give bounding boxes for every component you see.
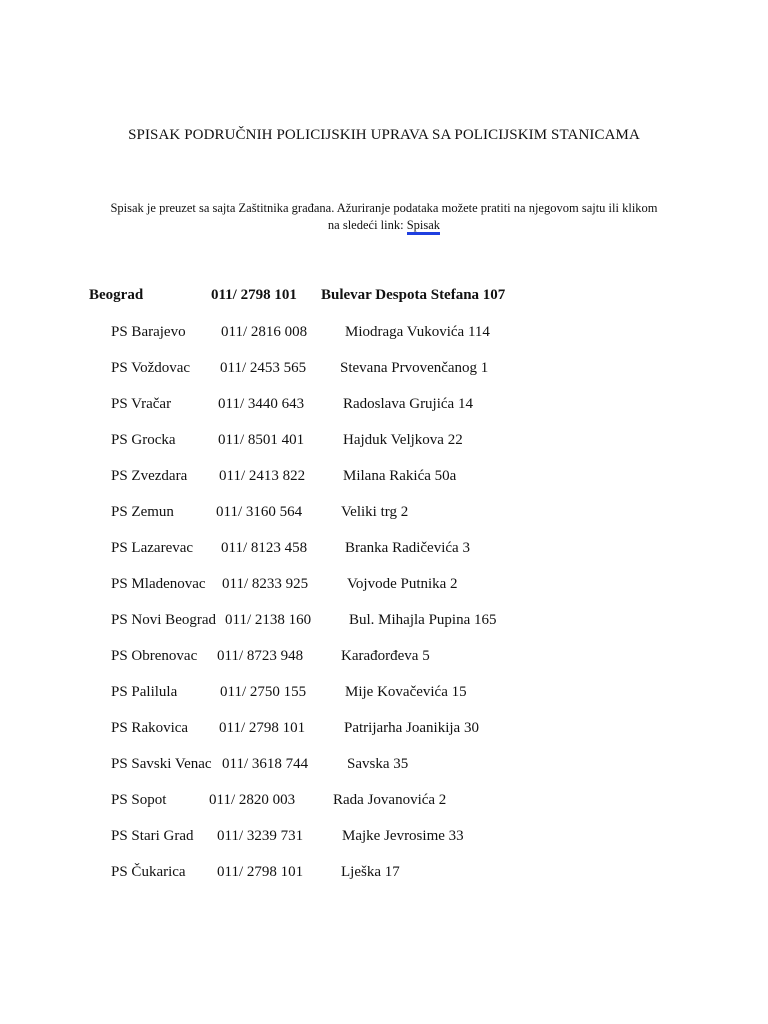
station-row xyxy=(0,540,768,562)
station-name: PS Rakovica xyxy=(111,720,189,736)
station-address: Hajduk Veljkova 22 xyxy=(343,432,463,448)
station-row xyxy=(0,648,768,670)
station-address: Rada Jovanovića 2 xyxy=(333,792,447,808)
station-name: PS Lazarevac xyxy=(111,540,194,556)
station-phone: 011/ 3618 744 xyxy=(222,756,309,772)
station-address: Radoslava Grujića 14 xyxy=(343,396,473,412)
station-name: PS Novi Beograd xyxy=(111,612,216,628)
station-name: PS Zvezdara xyxy=(111,468,188,484)
station-address: Majke Jevrosime 33 xyxy=(342,828,464,844)
headquarters-name: Beograd xyxy=(89,287,144,303)
station-address: Miodraga Vukovića 114 xyxy=(345,324,490,340)
station-address: Mije Kovačevića 15 xyxy=(345,684,467,700)
station-name: PS Barajevo xyxy=(111,324,186,340)
station-row xyxy=(0,504,768,526)
station-name: PS Palilula xyxy=(111,684,178,700)
station-row xyxy=(0,396,768,418)
headquarters-phone: 011/ 2798 101 xyxy=(211,287,297,303)
headquarters-address: Bulevar Despota Stefana 107 xyxy=(321,287,506,303)
station-row xyxy=(0,792,768,814)
station-row xyxy=(0,324,768,346)
spisak-link[interactable]: Spisak xyxy=(407,218,440,235)
station-address: Milana Rakića 50a xyxy=(343,468,457,484)
station-row xyxy=(0,828,768,850)
station-phone: 011/ 2798 101 xyxy=(219,720,306,736)
station-phone: 011/ 2138 160 xyxy=(225,612,312,628)
station-phone: 011/ 2453 565 xyxy=(220,360,307,376)
station-row xyxy=(0,576,768,598)
intro-text: Spisak je preuzet sa sajta Zaštitnika građana. Ažuriranje podataka možete pratiti na njegovom sajtu ili klikom na sledeći link: xyxy=(110,201,658,232)
station-row xyxy=(0,684,768,706)
station-name: PS Stari Grad xyxy=(111,828,194,844)
station-phone: 011/ 2798 101 xyxy=(217,864,304,880)
station-row xyxy=(0,756,768,778)
station-phone: 011/ 3440 643 xyxy=(218,396,305,412)
station-phone: 011/ 2750 155 xyxy=(220,684,307,700)
station-name: PS Zemun xyxy=(111,504,174,520)
station-phone: 011/ 8123 458 xyxy=(221,540,308,556)
station-address: Vojvode Putnika 2 xyxy=(347,576,458,592)
station-address: Patrijarha Joanikija 30 xyxy=(344,720,479,736)
station-address: Branka Radičevića 3 xyxy=(345,540,470,556)
station-phone: 011/ 2816 008 xyxy=(221,324,308,340)
station-phone: 011/ 2413 822 xyxy=(219,468,306,484)
station-address: Lješka 17 xyxy=(341,864,400,880)
station-phone: 011/ 8723 948 xyxy=(217,648,304,664)
station-name: PS Vračar xyxy=(111,396,172,412)
station-row xyxy=(0,360,768,382)
station-name: PS Grocka xyxy=(111,432,176,448)
station-name: PS Obrenovac xyxy=(111,648,198,664)
station-row xyxy=(0,432,768,454)
station-phone: 011/ 8233 925 xyxy=(222,576,309,592)
station-phone: 011/ 3239 731 xyxy=(217,828,304,844)
station-name: PS Savski Venac xyxy=(111,756,212,772)
station-row xyxy=(0,864,768,886)
station-row xyxy=(0,468,768,490)
document-title: SPISAK PODRUČNIH POLICIJSKIH UPRAVA SA POLICIJSKIM STANICAMA xyxy=(128,127,640,143)
station-phone: 011/ 8501 401 xyxy=(218,432,305,448)
station-name: PS Voždovac xyxy=(111,360,191,376)
station-address: Stevana Prvovenčanog 1 xyxy=(340,360,489,376)
station-phone: 011/ 2820 003 xyxy=(209,792,296,808)
station-address: Karađorđeva 5 xyxy=(341,648,430,664)
station-address: Savska 35 xyxy=(347,756,409,772)
station-address: Bul. Mihajla Pupina 165 xyxy=(349,612,497,628)
intro-paragraph xyxy=(110,200,658,234)
station-name: PS Mladenovac xyxy=(111,576,206,592)
station-address: Veliki trg 2 xyxy=(341,504,409,520)
station-row xyxy=(0,720,768,742)
station-name: PS Čukarica xyxy=(111,864,186,880)
station-phone: 011/ 3160 564 xyxy=(216,504,303,520)
station-name: PS Sopot xyxy=(111,792,167,808)
station-row xyxy=(0,612,768,634)
